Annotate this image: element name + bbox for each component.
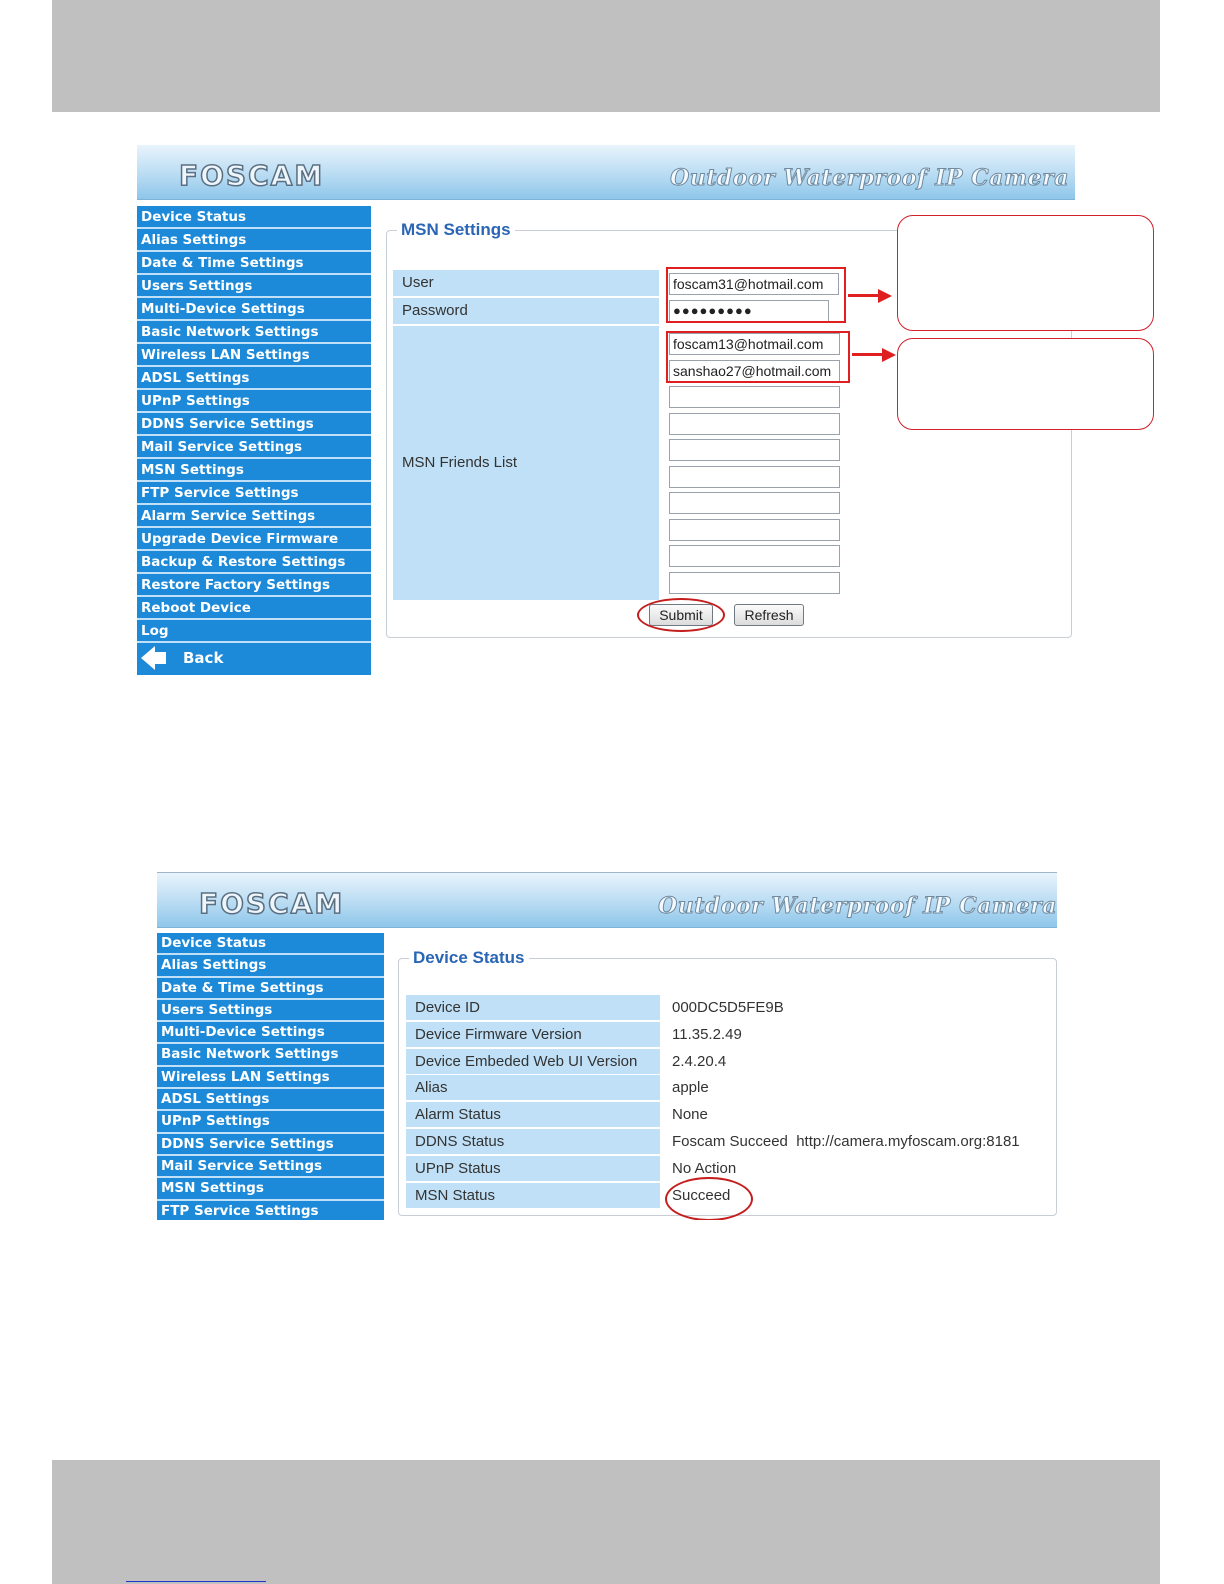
friend-input[interactable] — [669, 572, 840, 594]
menu-item-upgrade-device-firmware[interactable]: Upgrade Device Firmware — [137, 528, 371, 551]
menu-item-users-settings[interactable]: Users Settings — [157, 1000, 384, 1022]
user-callout — [897, 215, 1154, 331]
back-label: Back — [183, 649, 224, 667]
menu-item-mail-service-settings[interactable]: Mail Service Settings — [157, 1156, 384, 1178]
menu-item-basic-network-settings[interactable]: Basic Network Settings — [137, 321, 371, 344]
menu-item-device-status[interactable]: Device Status — [157, 933, 384, 955]
friend-input[interactable] — [669, 545, 840, 567]
menu-item-log[interactable]: Log — [137, 620, 371, 643]
password-input[interactable]: ●●●●●●●●● — [669, 300, 829, 322]
status-label-device-firmware-version: Device Firmware Version — [406, 1022, 660, 1047]
menu-item-ddns-service-settings[interactable]: DDNS Service Settings — [157, 1134, 384, 1156]
device-status-screenshot — [157, 872, 1057, 1220]
friend-input[interactable] — [669, 492, 840, 514]
status-value-msn-status: Succeed — [672, 1186, 731, 1204]
user-input[interactable]: foscam31@hotmail.com — [669, 273, 839, 295]
menu-item-msn-settings[interactable]: MSN Settings — [157, 1178, 384, 1200]
status-value-ddns-status: Foscam Succeed http://camera.myfoscam.org:8181 — [672, 1133, 1020, 1150]
friend-input[interactable] — [669, 386, 840, 408]
menu-item-ftp-service-settings[interactable]: FTP Service Settings — [137, 482, 371, 505]
friends-callout — [897, 338, 1154, 430]
user-label: User — [393, 270, 659, 296]
status-label-upnp-status: UPnP Status — [406, 1156, 660, 1181]
refresh-button[interactable]: Refresh — [734, 604, 804, 626]
foscam-logo: FOSCAM — [199, 887, 345, 920]
menu-item-ddns-service-settings[interactable]: DDNS Service Settings — [137, 413, 371, 436]
settings-menu — [157, 933, 384, 1220]
foscam-logo: FOSCAM — [179, 159, 325, 192]
menu-item-users-settings[interactable]: Users Settings — [137, 275, 371, 298]
menu-item-alias-settings[interactable]: Alias Settings — [137, 229, 371, 252]
menu-item-ftp-service-settings[interactable]: FTP Service Settings — [157, 1201, 384, 1220]
menu-item-basic-network-settings[interactable]: Basic Network Settings — [157, 1044, 384, 1066]
status-value-alias: apple — [672, 1079, 709, 1097]
menu-item-device-status[interactable]: Device Status — [137, 206, 371, 229]
panel-title: Device Status — [413, 948, 525, 967]
menu-item-mail-service-settings[interactable]: Mail Service Settings — [137, 436, 371, 459]
menu-item-wireless-lan-settings[interactable]: Wireless LAN Settings — [137, 344, 371, 367]
menu-item-upnp-settings[interactable]: UPnP Settings — [157, 1111, 384, 1133]
status-label-device-id: Device ID — [406, 995, 660, 1020]
user-callout-arrow — [848, 294, 878, 297]
friend-input[interactable] — [669, 466, 840, 488]
friend-input[interactable]: sanshao27@hotmail.com — [669, 360, 840, 382]
camera-banner — [157, 873, 1057, 928]
menu-item-backup-and-restore-settings[interactable]: Backup & Restore Settings — [137, 551, 371, 574]
status-label-alias: Alias — [406, 1075, 660, 1100]
password-label: Password — [393, 298, 659, 324]
footer-link-underline[interactable] — [126, 1580, 266, 1582]
status-value-upnp-status: No Action — [672, 1159, 737, 1177]
status-label-alarm-status: Alarm Status — [406, 1102, 660, 1127]
friends-list-label: MSN Friends List — [393, 326, 659, 600]
menu-item-reboot-device[interactable]: Reboot Device — [137, 597, 371, 620]
menu-item-multi-device-settings[interactable]: Multi-Device Settings — [157, 1022, 384, 1044]
banner-tagline: Outdoor Waterproof IP Camera — [670, 165, 1069, 191]
submit-highlight-oval — [637, 598, 725, 632]
page-footer-band — [52, 1460, 1160, 1584]
status-label-msn-status: MSN Status — [406, 1183, 660, 1208]
camera-banner — [137, 145, 1075, 200]
menu-item-upnp-settings[interactable]: UPnP Settings — [137, 390, 371, 413]
menu-item-date-and-time-settings[interactable]: Date & Time Settings — [137, 252, 371, 275]
panel-title: MSN Settings — [401, 220, 511, 239]
friends-highlight-box — [666, 331, 850, 383]
menu-item-adsl-settings[interactable]: ADSL Settings — [157, 1089, 384, 1111]
menu-item-date-and-time-settings[interactable]: Date & Time Settings — [157, 978, 384, 1000]
status-value-device-embeded-web-ui-version: 2.4.20.4 — [672, 1052, 727, 1070]
page-header-band — [52, 0, 1160, 112]
status-label-device-embeded-web-ui-version: Device Embeded Web UI Version — [406, 1049, 660, 1074]
user-callout-arrowhead — [878, 289, 892, 303]
status-value-device-firmware-version: 11.35.2.49 — [672, 1025, 742, 1043]
friend-input[interactable]: foscam13@hotmail.com — [669, 333, 840, 355]
friend-input[interactable] — [669, 439, 840, 461]
friends-callout-arrowhead — [882, 348, 896, 362]
msn-status-highlight-oval — [665, 1177, 753, 1220]
back-button[interactable] — [137, 643, 371, 673]
status-value-device-id: 000DC5D5FE9B — [672, 999, 784, 1016]
friends-callout-arrow — [852, 353, 882, 356]
friend-input[interactable] — [669, 413, 840, 435]
menu-item-wireless-lan-settings[interactable]: Wireless LAN Settings — [157, 1067, 384, 1089]
menu-item-msn-settings[interactable]: MSN Settings — [137, 459, 371, 482]
status-value-alarm-status: None — [672, 1106, 708, 1124]
menu-item-alarm-service-settings[interactable]: Alarm Service Settings — [137, 505, 371, 528]
user-highlight-box — [666, 267, 846, 323]
status-label-ddns-status: DDNS Status — [406, 1129, 660, 1154]
banner-tagline: Outdoor Waterproof IP Camera — [658, 893, 1057, 919]
menu-item-alias-settings[interactable]: Alias Settings — [157, 955, 384, 977]
friend-input[interactable] — [669, 519, 840, 541]
menu-item-restore-factory-settings[interactable]: Restore Factory Settings — [137, 574, 371, 597]
back-arrow-icon — [141, 646, 155, 670]
menu-item-multi-device-settings[interactable]: Multi-Device Settings — [137, 298, 371, 321]
submit-button[interactable]: Submit — [649, 604, 713, 626]
settings-menu — [137, 206, 371, 675]
menu-item-adsl-settings[interactable]: ADSL Settings — [137, 367, 371, 390]
